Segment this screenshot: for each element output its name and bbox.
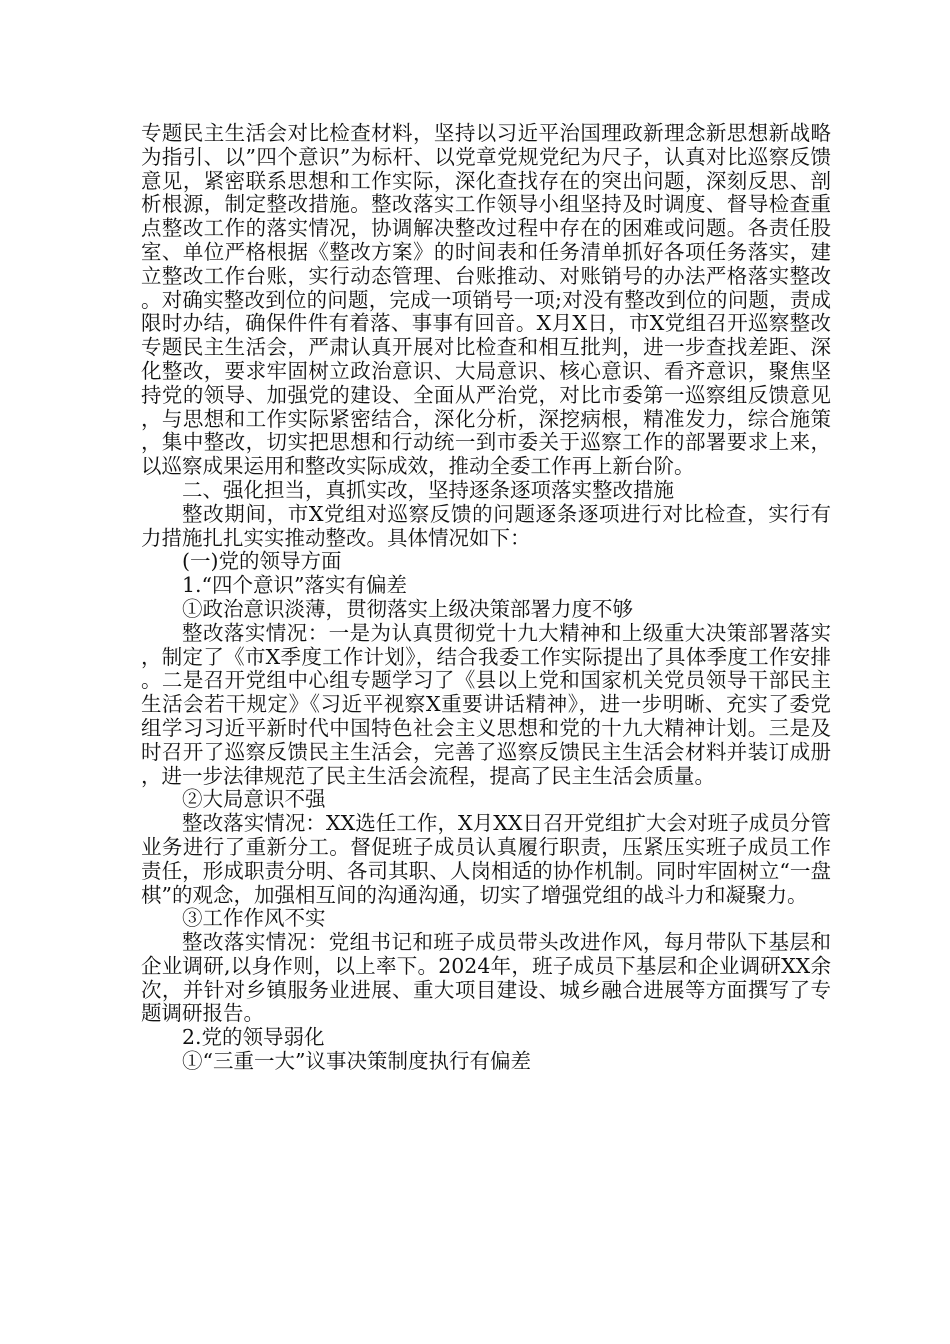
subitem-heading-work-style: ③工作作风不实 bbox=[182, 906, 326, 931]
paragraph-inspection-intro: 专题民主生活会对比检查材料，坚持以习近平治国理政新理念新思想新战略为指引、以”四个意识”为标杆、以党章党规党纪为尺子，认真对比巡察反馈意见，紧密联系思想和工作实际，深化查找存在的突出问题，深刻反思、剖析根源，制定整改措施。整改落实工作领导小组坚持及时调度、督导检查重点整改工作的落实情况，协调解决整改过程中存在的困难或问题。各责任股室、单位严格根据《整改方案》的时间表和任务清单抓好各项任务落实，建立整改工作台账，实行动态管理、台账推动、对账销号的办法严格落实整改。对确实整改到位的问题，完成一项销号一项;对没有整改到位的问题，责成限时办结，确保件件有着落、事事有回音。X月X日，市X党组召开巡察整改专题民主生活会，严肃认真开展对比检查和相互批判，进一步查找差距、深化整改，要求牢固树立政治意识、大局意识、核心意识、看齐意识，聚焦坚持党的领导、加强党的建设、全面从严治党，对比市委第一巡察组反馈意见，与思想和工作实际紧密结合，深化分析，深挖病根，精准发力，综合施策，集中整改，切实把思想和行动统一到市委关于巡察工作的部署要求上来，以巡察成果运用和整改实际成效，推动全委工作再上新台阶。 bbox=[141, 121, 831, 479]
paragraph-overall-awareness-status: 整改落实情况：XX选任工作，X月XX日召开党组扩大会对班子成员分管业务进行了重新分工。督促班子成员认真履行职责，压紧压实班子成员工作责任，形成职责分明、各司其职、人岗相适的协作机制。同时牢固树立“一盘棋”的观念，加强相互间的沟通沟通，切实了增强党组的战斗力和凝聚力。 bbox=[141, 811, 831, 907]
paragraph-work-style-status: 整改落实情况：党组书记和班子成员带头改进作风，每月带队下基层和企业调研,以身作则，以上率下。2024年，班子成员下基层和企业调研XX余次，并针对乡镇服务业进展、重大项目建设、城乡融合进展等方面撰写了专题调研报告。 bbox=[141, 930, 831, 1026]
item-heading-four-consciousness: 1.“四个意识”落实有偏差 bbox=[182, 573, 408, 598]
subsection-heading-party-leadership: (一)党的领导方面 bbox=[182, 549, 342, 574]
section-heading-rectification: 二、强化担当，真抓实改，坚持逐条逐项落实整改措施 bbox=[182, 477, 674, 502]
paragraph-political-awareness-status: 整改落实情况：一是为认真贯彻党十九大精神和上级重大决策部署落实，制定了《市X季度工作计划》，结合我委工作实际提出了具体季度工作安排。二是召开党组中心组专题学习了《县以上党和国家机关党员领导干部民主生活会若干规定》《习近平视察X重要讲话精神》，进一步明晰、充实了委党组学习习近平新时代中国特色社会主义思想和党的十九大精神计划。三是及时召开了巡察反馈民主生活会，完善了巡察反馈民主生活会材料并装订成册，进一步法律规范了民主生活会流程，提高了民主生活会质量。 bbox=[141, 620, 831, 788]
subitem-heading-decision-system: ①“三重一大”议事决策制度执行有偏差 bbox=[182, 1049, 531, 1074]
paragraph-rectification-intro: 整改期间，市X党组对巡察反馈的问题逐条逐项进行对比检查，实行有力措施扎扎实实推动整改。具体情况如下： bbox=[141, 501, 831, 550]
item-heading-leadership-weakened: 2.党的领导弱化 bbox=[182, 1025, 325, 1050]
subitem-heading-political-awareness: ①政治意识淡薄，贯彻落实上级决策部署力度不够 bbox=[182, 596, 633, 621]
document-body bbox=[141, 122, 831, 1074]
subitem-heading-overall-awareness: ②大局意识不强 bbox=[182, 787, 326, 812]
